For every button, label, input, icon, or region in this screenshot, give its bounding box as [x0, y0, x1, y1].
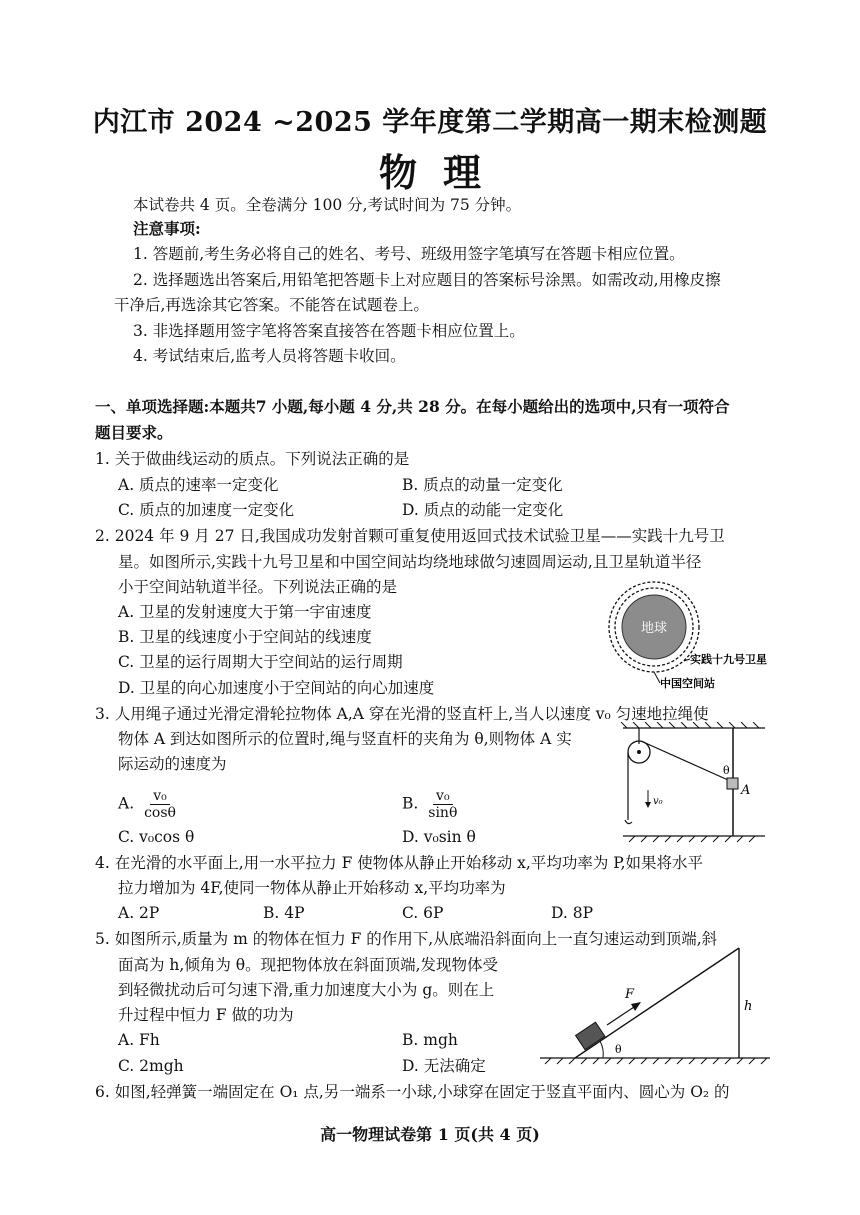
- q1-option-d: D. 质点的动能一定变化: [402, 501, 564, 519]
- angle-arc: [600, 1041, 603, 1058]
- theta-label: θ: [723, 764, 730, 777]
- subject-title: 物理: [378, 150, 507, 195]
- force-arrowhead: [631, 1002, 641, 1011]
- q3-option-b-fraction: [425, 788, 460, 821]
- q2-option-d: D. 卫星的向心加速度小于空间站的向心加速度: [118, 679, 435, 697]
- note-line: 2. 选择题选出答案后,用铅笔把答题卡上对应题目的答案标号涂黑。如需改动,用橡皮擦: [133, 271, 721, 289]
- q5-option-a: A. Fh: [118, 1031, 160, 1049]
- q3-option-b-num: v₀: [433, 788, 453, 805]
- notes-heading: 注意事项:: [133, 219, 201, 238]
- q4-stem: 4. 在光滑的水平面上,用一水平拉力 F 使物体从静止开始移动 x,平均功率为 P,如果将水平: [95, 854, 703, 872]
- velocity-label: v₀: [653, 796, 663, 807]
- q5-stem: 5. 如图所示,质量为 m 的物体在恒力 F 的作用下,从底端沿斜面向上一直匀速运动到顶端,斜: [95, 930, 718, 948]
- note-line: 4. 考试结束后,监考人员将答题卡收回。: [133, 347, 406, 365]
- pulley-figure: [615, 722, 770, 844]
- q4-option-c: C. 6P: [402, 904, 444, 922]
- exam-summary: 本试卷共 4 页。全卷满分 100 分,考试时间为 75 分钟。: [133, 196, 522, 214]
- exam-title: 内江市 2024 ~2025 学年度第二学期高一期末检测题: [92, 107, 768, 138]
- q1-stem: 1. 关于做曲线运动的质点。下列说法正确的是: [95, 450, 410, 468]
- incline-block: [576, 1022, 605, 1049]
- incline-hatch: [545, 1058, 767, 1064]
- hand: [625, 820, 632, 824]
- q3-option-a-num: v₀: [150, 788, 170, 805]
- q5-stem: 面高为 h,倾角为 θ。现把物体放在斜面顶端,发现物体受: [118, 956, 499, 974]
- block-a-label: A: [741, 783, 751, 798]
- note-line: 1. 答题前,考生务必将自己的姓名、考号、班级用签字笔填写在答题卡相应位置。: [133, 245, 685, 263]
- q5-stem: 到轻微扰动后可匀速下滑,重力加速度大小为 g。则在上: [118, 981, 495, 999]
- incline-slope: [575, 948, 739, 1058]
- force-arrow: [607, 1005, 637, 1025]
- q5-stem: 升过程中恒力 F 做的功为: [118, 1006, 294, 1024]
- velocity-arrowhead: [645, 802, 651, 808]
- force-label: F: [625, 987, 635, 1002]
- satellite-label: 实践十九号卫星: [690, 653, 767, 666]
- q3-option-a-den: cosθ: [144, 805, 176, 821]
- q5-option-d: D. 无法确定: [402, 1057, 486, 1075]
- q4-option-b: B. 4P: [263, 904, 305, 922]
- q3-option-d: D. v₀sin θ: [402, 828, 476, 846]
- q3-option-a-prefix: A.: [118, 794, 135, 813]
- q2-option-b: B. 卫星的线速度小于空间站的线速度: [118, 628, 372, 646]
- q2-stem: 小于空间站轨道半径。下列说法正确的是: [118, 578, 398, 596]
- q2-option-a: A. 卫星的发射速度大于第一宇宙速度: [118, 603, 372, 621]
- note-line: 3. 非选择题用签字笔将答案直接答在答题卡相应位置上。: [133, 322, 525, 340]
- section-heading-cont: 题目要求。: [95, 423, 173, 442]
- ceiling-hatch: [621, 722, 759, 728]
- q1-option-a: A. 质点的速率一定变化: [118, 476, 279, 494]
- earth-label: 地球: [640, 621, 668, 636]
- q3-stem: 际运动的速度为: [118, 755, 227, 773]
- orbit-figure: [590, 575, 780, 695]
- rope-diagonal: [641, 741, 728, 780]
- q1-option-b: B. 质点的动量一定变化: [402, 476, 563, 494]
- q3-option-b-den: sinθ: [428, 805, 458, 821]
- block-body: [576, 1022, 605, 1049]
- q3-option-b: [402, 788, 460, 821]
- block-a: [727, 778, 738, 789]
- q6-stem: 6. 如图,轻弹簧一端固定在 O₁ 点,另一端系一小球,小球穿在固定于竖直平面内、圆心为 O₂ 的: [95, 1083, 730, 1101]
- q4-option-a: A. 2P: [118, 904, 160, 922]
- q5-option-b: B. mgh: [402, 1031, 458, 1049]
- note-line: 干净后,再选涂其它答案。不能答在试题卷上。: [114, 296, 429, 314]
- q4-option-d: D. 8P: [551, 904, 594, 922]
- q4-stem: 拉力增加为 4F,使同一物体从静止开始移动 x,平均功率为: [118, 879, 506, 897]
- pulley-axle: [637, 750, 641, 754]
- angle-label: θ: [615, 1043, 622, 1056]
- ground-hatch: [629, 836, 755, 842]
- q3-option-c: C. v₀cos θ: [118, 828, 195, 846]
- page-footer: 高一物理试卷第 1 页(共 4 页): [320, 1125, 540, 1144]
- q2-option-c: C. 卫星的运行周期大于空间站的运行周期: [118, 653, 403, 671]
- q2-stem: 星。如图所示,实践十九号卫星和中国空间站均绕地球做匀速圆周运动,且卫星轨道半径: [118, 553, 702, 571]
- q1-option-c: C. 质点的加速度一定变化: [118, 501, 295, 519]
- q3-option-b-prefix: B.: [402, 794, 419, 813]
- q3-option-a: [118, 788, 179, 821]
- incline-figure: [535, 940, 775, 1065]
- section-heading: 一、单项选择题:本题共7 小题,每小题 4 分,共 28 分。在每小题给出的选项中,只有一项符合: [95, 397, 730, 416]
- q2-stem: 2. 2024 年 9 月 27 日,我国成功发射首颗可重复使用返回式技术试验卫星——实践十九号卫: [95, 527, 725, 545]
- q3-stem: 物体 A 到达如图所示的位置时,绳与竖直杆的夹角为 θ,则物体 A 实: [118, 730, 572, 748]
- q3-option-a-fraction: [141, 788, 179, 821]
- q3-stem: 3. 人用绳子通过光滑定滑轮拉物体 A,A 穿在光滑的竖直杆上,当人以速度 v₀ 匀速地拉绳使: [95, 705, 709, 723]
- q5-option-c: C. 2mgh: [118, 1057, 184, 1075]
- station-label: 中国空间站: [660, 677, 715, 690]
- height-label: h: [744, 999, 753, 1014]
